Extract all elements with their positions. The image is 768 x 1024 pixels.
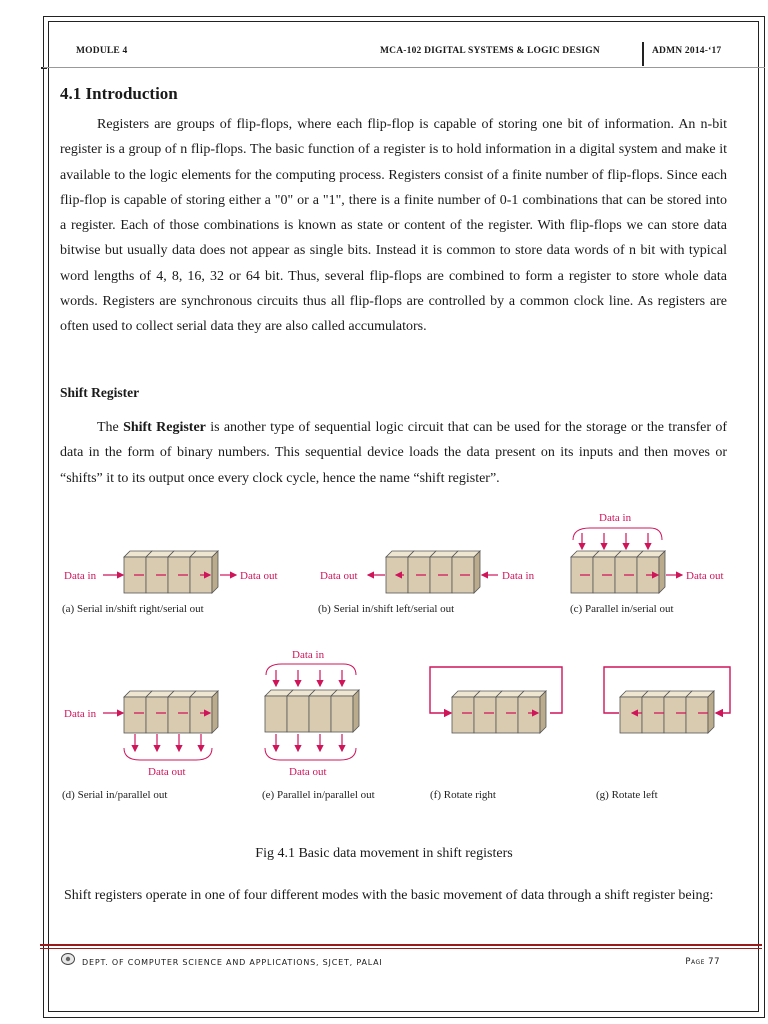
closing-paragraph bbox=[60, 883, 727, 908]
shift-register-text-lead: The bbox=[97, 420, 119, 435]
shift-register-term: Shift Register bbox=[123, 420, 206, 435]
data-in-label: Data in bbox=[502, 570, 535, 582]
panel-b-caption: (b) Serial in/shift left/serial out bbox=[318, 603, 455, 615]
data-out-label: Data out bbox=[320, 570, 358, 582]
header-course: MCA-102 DIGITAL SYSTEMS & LOGIC DESIGN bbox=[380, 46, 600, 56]
footer-department: DEPT. OF COMPUTER SCIENCE AND APPLICATIONS, SJCET, PALAI bbox=[82, 958, 383, 967]
header-module: MODULE 4 bbox=[76, 46, 128, 56]
shift-register-text: is another type of sequential logic circuit that can be used for the storage or the transfer of data in the form of binary numbers. This sequential device loads the data present on its inputs and then moves or “shifts” it to its output once every clock cycle, hence the name “shift register”. bbox=[60, 420, 728, 486]
data-out-label: Data out bbox=[289, 766, 327, 778]
panel-g-caption: (g) Rotate left bbox=[596, 789, 658, 801]
intro-text: Registers are groups of flip-flops, where each flip-flop is capable of storing one bit of information. An n-bit register is a group of n flip-flops. The basic function of a register is to hold information in a digital system and make it available to the logic elements for the computing process. Registers consist of a finite number of flip-flops. Since each flip-flop is capable of storing either a "0" or a "1", there is a finite number of 0-1 combinations that can be stored into a register. Each of those combinations is known as state or content of the register. With flip-flops we can store data bitwise but usually data does not appear as single bits. Instead it is common to store data words of n bit with typical word lengths of 4, 8, 16, 32 or 64 bit. Thus, several flip-flops are combined to form a register to store whole data words. Registers are synchronous circuits thus all flip-flops are controlled by a common clock line. As registers are often used to collect serial data they are also called accumulators. bbox=[60, 117, 727, 335]
panel-b bbox=[318, 551, 535, 615]
panel-d-caption: (d) Serial in/parallel out bbox=[62, 789, 168, 801]
footer-page-number: Page 77 bbox=[685, 957, 720, 967]
footer-rule bbox=[40, 944, 762, 946]
data-out-label: Data out bbox=[686, 570, 724, 582]
panel-f bbox=[430, 667, 562, 801]
subsection-title: Shift Register bbox=[60, 385, 140, 400]
panel-f-caption: (f) Rotate right bbox=[430, 789, 496, 801]
college-logo-icon bbox=[60, 952, 76, 966]
panel-c-caption: (c) Parallel in/serial out bbox=[570, 603, 674, 615]
panel-d bbox=[62, 691, 218, 801]
figure-caption: Fig 4.1 Basic data movement in shift registers bbox=[255, 846, 513, 861]
panel-g bbox=[596, 667, 730, 801]
data-in-label: Data in bbox=[292, 649, 325, 661]
header-admn: ADMN 2014-‘17 bbox=[652, 46, 722, 56]
footer-rule-thin bbox=[40, 948, 762, 949]
panel-e bbox=[262, 649, 375, 801]
data-out-label: Data out bbox=[240, 570, 278, 582]
data-out-label: Data out bbox=[148, 766, 186, 778]
panel-a bbox=[62, 551, 278, 615]
panel-c bbox=[570, 512, 724, 615]
data-in-label: Data in bbox=[64, 570, 97, 582]
data-in-label: Data in bbox=[599, 512, 632, 524]
data-in-label: Data in bbox=[64, 708, 97, 720]
closing-text: Shift registers operate in one of four different modes with the basic movement of data through a shift register being: bbox=[64, 888, 714, 903]
panel-e-caption: (e) Parallel in/parallel out bbox=[262, 789, 375, 801]
panel-a-caption: (a) Serial in/shift right/serial out bbox=[62, 603, 204, 615]
section-title: 4.1 Introduction bbox=[60, 84, 178, 103]
